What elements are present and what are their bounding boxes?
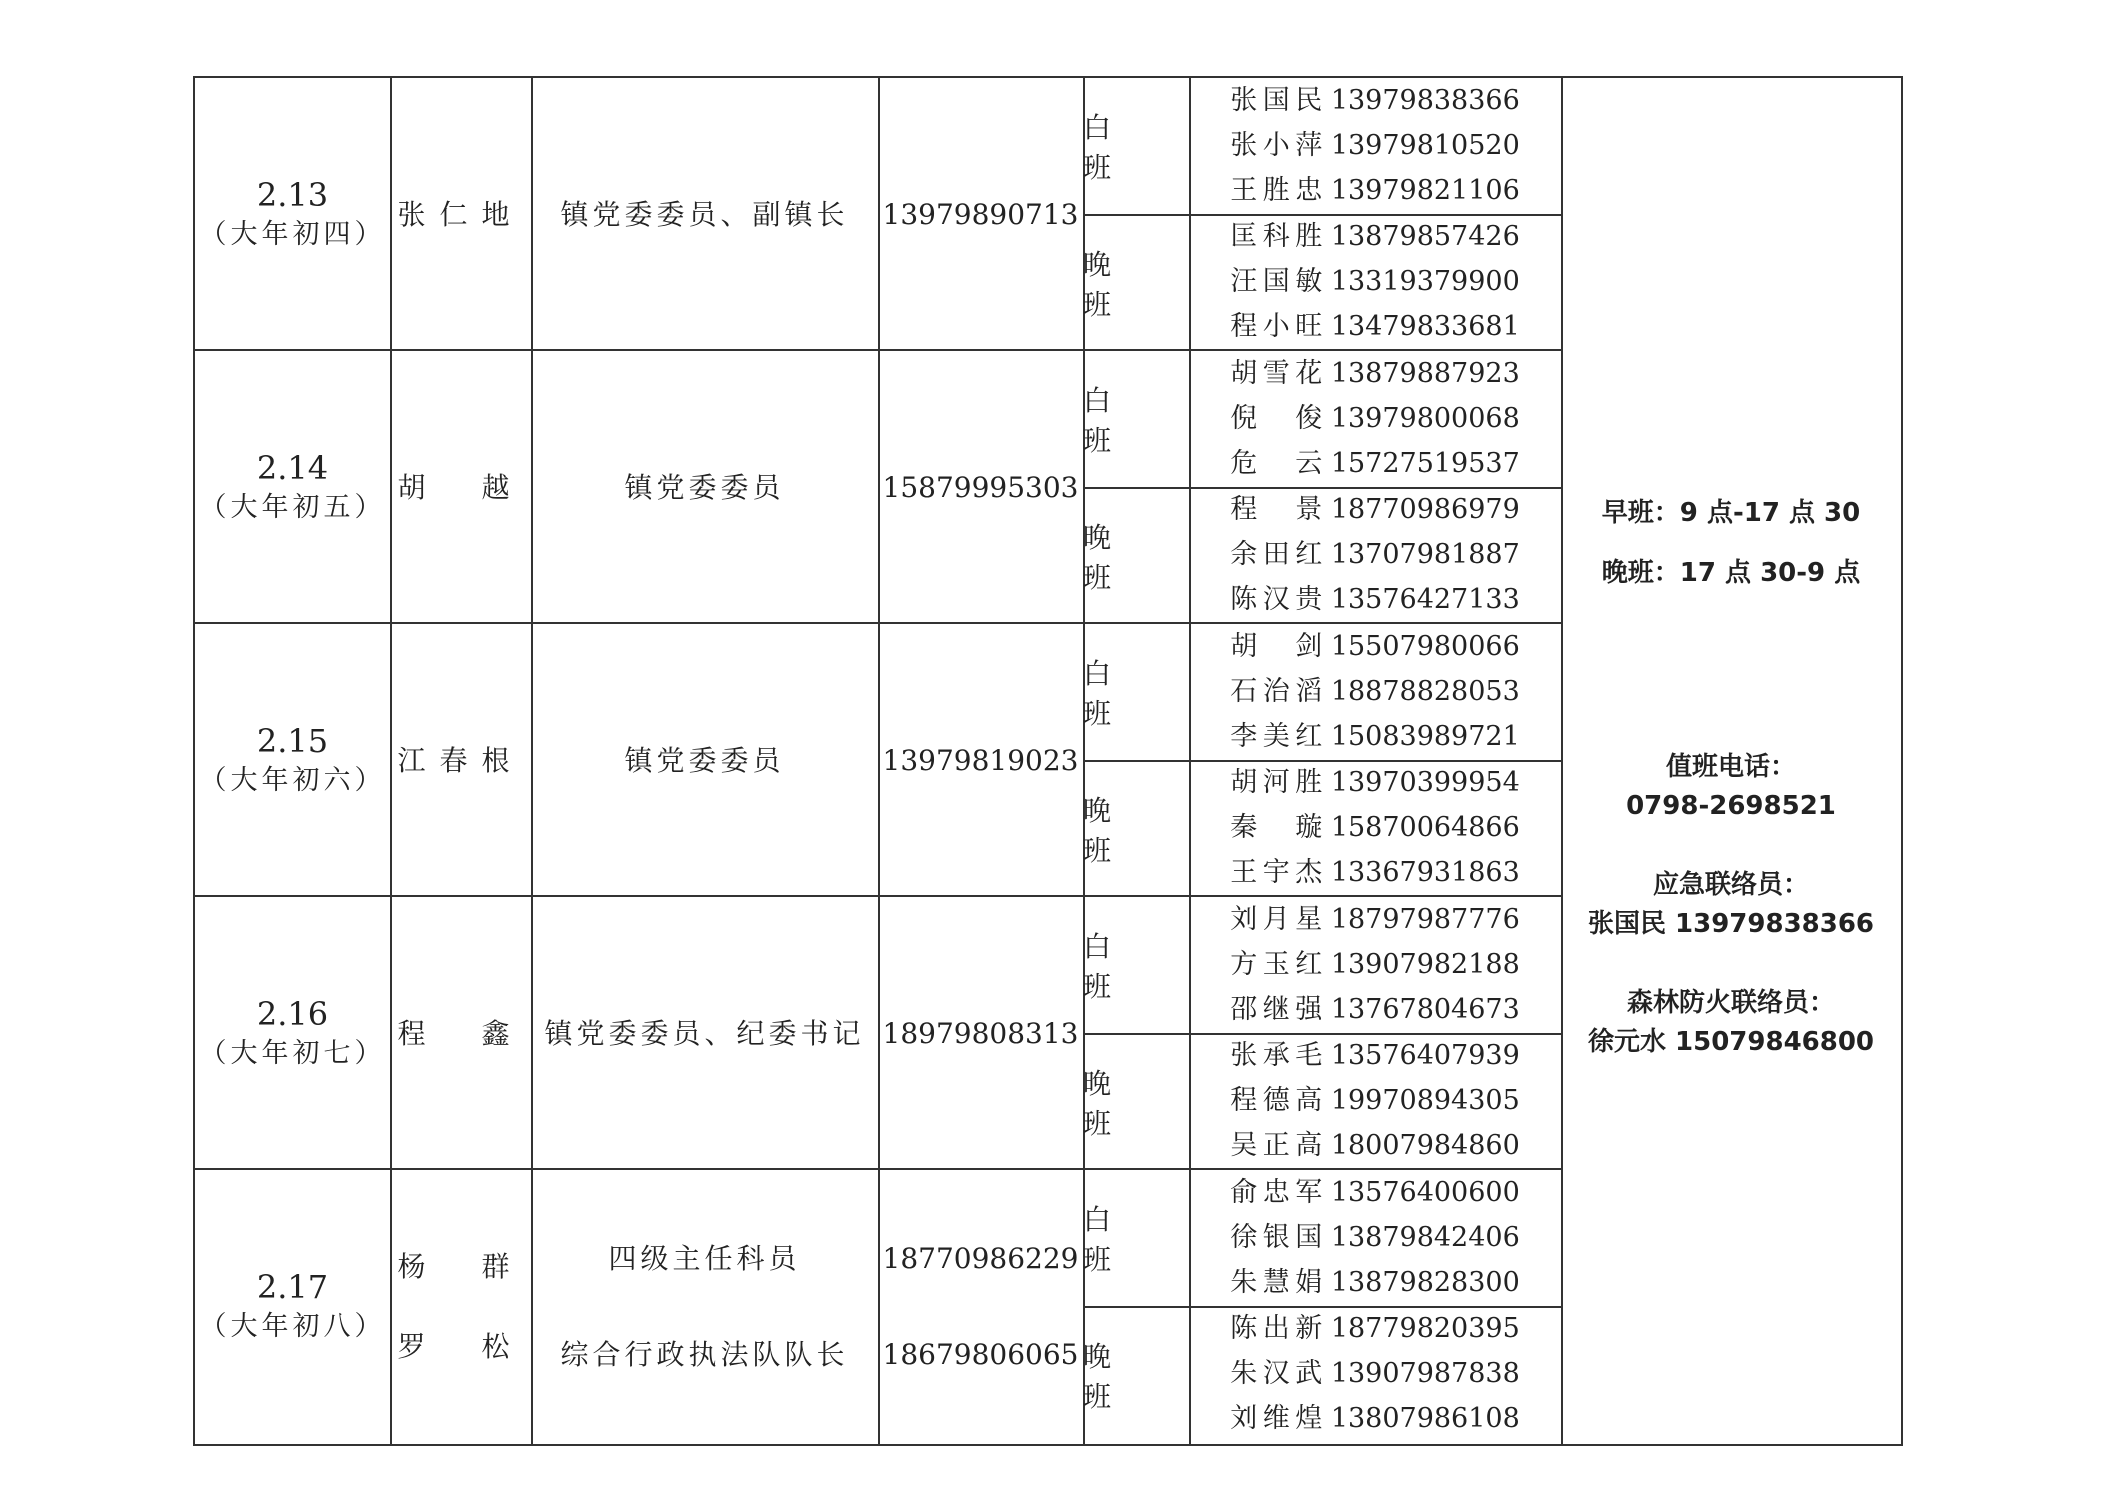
staff-name: 邵继强 xyxy=(1230,994,1323,1025)
contacts xyxy=(1561,748,1901,1102)
staff-name: 陈汉贵 xyxy=(1230,584,1323,615)
date: 2.17 xyxy=(256,1267,329,1306)
staff-phone: 13807986108 xyxy=(1330,1403,1520,1434)
staff-phone: 19970894305 xyxy=(1330,1085,1520,1116)
staff-entry xyxy=(1189,760,1561,805)
day-shift-label: 白 班 xyxy=(1083,384,1128,457)
staff-entry xyxy=(1189,1260,1561,1305)
staff-name: 刘维煌 xyxy=(1230,1403,1323,1434)
staff-name: 陈出新 xyxy=(1230,1313,1323,1344)
lunar-date: （大年初七） xyxy=(199,1037,386,1069)
leader-name-cell xyxy=(390,624,531,897)
late-shift-hours: 晚班：17 点 30-9 点 xyxy=(1601,558,1861,588)
forest-fire-contact: 徐元水 15079846800 xyxy=(1587,1027,1875,1057)
leader-name-cell xyxy=(390,1170,531,1443)
staff-name: 徐银国 xyxy=(1230,1222,1323,1253)
staff-phone: 13479833681 xyxy=(1330,311,1520,342)
staff-phone: 13879842406 xyxy=(1330,1222,1520,1253)
staff-phone: 13907982188 xyxy=(1330,949,1520,980)
night-shift-staff xyxy=(1189,1306,1561,1441)
night-shift-label: 晚 班 xyxy=(1083,1339,1128,1413)
roster-row xyxy=(195,1170,1561,1443)
leader-name: 杨 群 xyxy=(397,1249,524,1283)
roster-row xyxy=(195,897,1561,1170)
leader-name: 胡 越 xyxy=(397,470,524,504)
staff-name: 王胜忠 xyxy=(1230,175,1323,206)
early-shift-hours: 早班：9 点-17 点 30 xyxy=(1601,498,1861,528)
duty-phone-label: 值班电话： xyxy=(1665,752,1796,782)
date: 2.16 xyxy=(256,994,329,1033)
staff-phone: 18007984860 xyxy=(1330,1130,1520,1161)
staff-name: 胡河胜 xyxy=(1230,767,1323,798)
leader-name: 罗 松 xyxy=(397,1329,524,1363)
duty-roster-table xyxy=(193,76,1903,1446)
staff-name: 程小旺 xyxy=(1230,311,1323,342)
leader-title: 四级主任科员 xyxy=(608,1241,801,1275)
leader-phone: 18679806065 xyxy=(882,1337,1079,1371)
leader-title: 镇党委委员、副镇长 xyxy=(560,197,849,231)
date: 2.15 xyxy=(256,721,329,760)
staff-phone: 15507980066 xyxy=(1330,631,1520,662)
staff-entry xyxy=(1189,1396,1561,1441)
roster-row xyxy=(195,351,1561,624)
staff-name: 张小萍 xyxy=(1230,130,1323,161)
date-cell xyxy=(195,897,390,1170)
roster-row xyxy=(195,78,1561,351)
staff-entry xyxy=(1189,669,1561,714)
day-shift-label: 白 班 xyxy=(1083,657,1128,730)
emergency-contact-block xyxy=(1561,866,1901,944)
forest-fire-label: 森林防火联络员： xyxy=(1626,988,1835,1018)
date-block xyxy=(200,448,386,528)
staff-name: 程 景 xyxy=(1230,494,1323,525)
date-block xyxy=(200,1267,386,1347)
staff-phone: 13979800068 xyxy=(1330,403,1520,434)
leader-phone-cell xyxy=(878,1170,1083,1443)
night-shift-label: 晚 班 xyxy=(1083,793,1128,867)
leader-title-cell xyxy=(531,1170,878,1443)
staff-phone: 13907987838 xyxy=(1330,1358,1520,1389)
staff-name: 石治滔 xyxy=(1230,676,1323,707)
date-cell xyxy=(195,1170,390,1443)
staff-phone: 13367931863 xyxy=(1330,857,1520,888)
leader-title: 镇党委委员 xyxy=(624,470,785,504)
leader-title: 镇党委委员、纪委书记 xyxy=(544,1016,865,1050)
staff-name: 危 云 xyxy=(1230,448,1323,479)
night-shift-staff xyxy=(1189,760,1561,895)
night-shift-staff xyxy=(1189,214,1561,349)
staff-name: 汪国敏 xyxy=(1230,266,1323,297)
staff-name: 秦 璇 xyxy=(1230,812,1323,843)
staff-phone: 13979838366 xyxy=(1330,85,1520,116)
staff-name: 倪 俊 xyxy=(1230,403,1323,434)
staff-entry xyxy=(1189,1351,1561,1396)
staff-entry xyxy=(1189,987,1561,1032)
staff-phone: 13576427133 xyxy=(1330,584,1520,615)
lunar-date: （大年初四） xyxy=(199,218,386,250)
leader-title: 综合行政执法队队长 xyxy=(560,1337,849,1371)
leader-title-cell xyxy=(531,897,878,1170)
staff-name: 胡雪花 xyxy=(1230,358,1323,389)
staff-entry xyxy=(1189,714,1561,759)
staff-name: 张国民 xyxy=(1230,85,1323,116)
day-shift-staff xyxy=(1189,897,1561,1032)
staff-name: 王宇杰 xyxy=(1230,857,1323,888)
staff-entry xyxy=(1189,168,1561,213)
leader-name-cell xyxy=(390,351,531,624)
staff-name: 张承毛 xyxy=(1230,1040,1323,1071)
lunar-date: （大年初八） xyxy=(199,1310,386,1342)
staff-phone: 13979821106 xyxy=(1330,175,1520,206)
leader-name: 张仁地 xyxy=(397,197,524,231)
staff-name: 胡 剑 xyxy=(1230,631,1323,662)
staff-entry xyxy=(1189,259,1561,304)
staff-phone: 13979810520 xyxy=(1330,130,1520,161)
leader-phone: 18770986229 xyxy=(882,1241,1079,1275)
leader-title-cell xyxy=(531,624,878,897)
leader-phone-cell xyxy=(878,624,1083,897)
date: 2.13 xyxy=(256,175,329,214)
emergency-label: 应急联络员： xyxy=(1652,870,1809,900)
duty-phone: 0798-2698521 xyxy=(1626,791,1836,821)
shift-info-panel xyxy=(1561,78,1901,1444)
staff-phone: 13576407939 xyxy=(1330,1040,1520,1071)
staff-name: 朱慧娟 xyxy=(1230,1267,1323,1298)
leader-name-cell xyxy=(390,78,531,351)
staff-phone: 13879857426 xyxy=(1330,221,1520,252)
leader-name-cell xyxy=(390,897,531,1170)
staff-entry xyxy=(1189,942,1561,987)
staff-phone: 15727519537 xyxy=(1330,448,1520,479)
duty-phone-block xyxy=(1561,748,1901,826)
staff-phone: 13970399954 xyxy=(1330,767,1520,798)
leader-phone-cell xyxy=(878,351,1083,624)
staff-phone: 18779820395 xyxy=(1330,1313,1520,1344)
leader-phone: 18979808313 xyxy=(882,1016,1079,1050)
day-shift-label: 白 班 xyxy=(1083,1203,1128,1276)
staff-name: 程德高 xyxy=(1230,1085,1323,1116)
date-cell xyxy=(195,78,390,351)
staff-entry xyxy=(1189,214,1561,259)
staff-phone: 13879887923 xyxy=(1330,358,1520,389)
lunar-date: （大年初六） xyxy=(199,764,386,796)
staff-entry xyxy=(1189,532,1561,577)
staff-entry xyxy=(1189,850,1561,895)
lunar-date: （大年初五） xyxy=(199,491,386,523)
date: 2.14 xyxy=(256,448,329,487)
staff-phone: 13767804673 xyxy=(1330,994,1520,1025)
staff-entry xyxy=(1189,487,1561,532)
staff-entry xyxy=(1189,1215,1561,1260)
leader-phone-cell xyxy=(878,897,1083,1170)
staff-entry xyxy=(1189,304,1561,349)
leader-title-cell xyxy=(531,351,878,624)
date-block xyxy=(200,175,386,255)
day-shift-staff xyxy=(1189,78,1561,213)
leader-phone: 13979819023 xyxy=(882,743,1079,777)
staff-phone: 18770986979 xyxy=(1330,494,1520,525)
day-shift-staff xyxy=(1189,1170,1561,1305)
staff-entry xyxy=(1189,897,1561,942)
staff-entry xyxy=(1189,123,1561,168)
leader-phone: 13979890713 xyxy=(882,197,1079,231)
staff-name: 方玉红 xyxy=(1230,949,1323,980)
staff-name: 吴正高 xyxy=(1230,1130,1323,1161)
staff-phone: 18797987776 xyxy=(1330,904,1520,935)
leader-title-cell xyxy=(531,78,878,351)
staff-phone: 13879828300 xyxy=(1330,1267,1520,1298)
staff-entry xyxy=(1189,396,1561,441)
staff-entry xyxy=(1189,1170,1561,1215)
staff-entry xyxy=(1189,577,1561,622)
emergency-contact: 张国民 13979838366 xyxy=(1587,909,1875,939)
day-shift-staff xyxy=(1189,351,1561,486)
leader-name: 江春根 xyxy=(397,743,524,777)
leader-name: 程 鑫 xyxy=(397,1016,524,1050)
staff-phone: 13707981887 xyxy=(1330,539,1520,570)
roster-row xyxy=(195,624,1561,897)
staff-entry xyxy=(1189,1033,1561,1078)
staff-entry xyxy=(1189,624,1561,669)
day-shift-label: 白 班 xyxy=(1083,111,1128,184)
night-shift-label: 晚 班 xyxy=(1083,1066,1128,1140)
staff-entry xyxy=(1189,351,1561,396)
forest-fire-contact-block xyxy=(1561,984,1901,1062)
night-shift-staff xyxy=(1189,487,1561,622)
date-cell xyxy=(195,351,390,624)
staff-phone: 13319379900 xyxy=(1330,266,1520,297)
shift-hours xyxy=(1561,483,1901,603)
staff-name: 朱汉武 xyxy=(1230,1358,1323,1389)
date-cell xyxy=(195,624,390,897)
staff-name: 余田红 xyxy=(1230,539,1323,570)
staff-phone: 15870064866 xyxy=(1330,812,1520,843)
day-shift-staff xyxy=(1189,624,1561,759)
staff-entry xyxy=(1189,441,1561,486)
leader-title: 镇党委委员 xyxy=(624,743,785,777)
staff-entry xyxy=(1189,1123,1561,1168)
leader-phone: 15879995303 xyxy=(882,470,1079,504)
night-shift-label: 晚 班 xyxy=(1083,520,1128,594)
night-shift-staff xyxy=(1189,1033,1561,1168)
day-shift-label: 白 班 xyxy=(1083,930,1128,1003)
leader-phone-cell xyxy=(878,78,1083,351)
staff-entry xyxy=(1189,78,1561,123)
date-block xyxy=(200,721,386,801)
staff-entry xyxy=(1189,1306,1561,1351)
staff-entry xyxy=(1189,805,1561,850)
staff-entry xyxy=(1189,1078,1561,1123)
staff-name: 刘月星 xyxy=(1230,904,1323,935)
staff-phone: 13576400600 xyxy=(1330,1177,1520,1208)
staff-name: 匡科胜 xyxy=(1230,221,1323,252)
night-shift-label: 晚 班 xyxy=(1083,247,1128,321)
staff-name: 李美红 xyxy=(1230,721,1323,752)
date-block xyxy=(200,994,386,1074)
staff-name: 俞忠军 xyxy=(1230,1177,1323,1208)
staff-phone: 18878828053 xyxy=(1330,676,1520,707)
staff-phone: 15083989721 xyxy=(1330,721,1520,752)
